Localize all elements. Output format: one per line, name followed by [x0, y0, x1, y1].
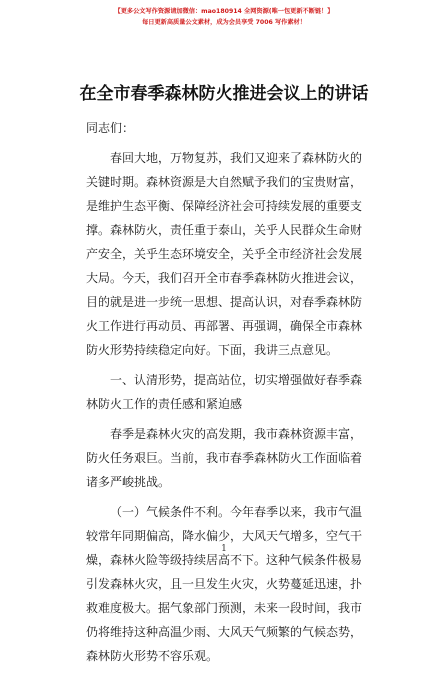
- paragraph-situation: 春季是森林火灾的高发期，我市森林资源丰富，防火任务艰巨。当前，我市春季森林防火工作面临着诸多严峻挑战。: [86, 427, 363, 489]
- paragraph-climate: （一）气候条件不利。今年春季以来，我市气温较常年同期偏高，降水偏少，大风天气增多，空气干燥，森林火险等级持续居高不下。这种气候条件极易引发森林火灾，且一旦发生火灾，火势蔓延迅速，扑救难度极大。据气象部门预测，未来一段时间，我市仍将维持这种高温少雨、大风天气频繁的气候态势，森林防火形势不容乐观。: [86, 505, 363, 663]
- promo-banner-line-2: 每日更新高质量公文素材，成为会员享受 7006 写作素材！: [142, 19, 306, 26]
- salutation: 同志们：: [86, 121, 135, 135]
- page-number: 1: [221, 544, 227, 554]
- paragraph-intro: 春回大地，万物复苏，我们又迎来了森林防火的关键时期。森林资源是大自然赋予我们的宝贵财富，是维护生态平衡、保障经济社会可持续发展的重要支撑。森林防火，责任重于泰山，关乎人民群众生命财产安全，关乎生态环境安全，关乎全市经济社会发展大局。今天，我们召开全市春季森林防火推进会议，目的就是进一步统一思想、提高认识，对春季森林防火工作进行再动员、再部署、再强调，确保全市森林防火形势持续稳定向好。下面，我讲三点意见。: [86, 151, 363, 357]
- section-heading-1: 一、认清形势，提高站位，切实增强做好春季森林防火工作的责任感和紧迫感: [86, 373, 363, 411]
- document-title: 在全市春季森林防火推进会议上的讲话: [79, 84, 369, 104]
- promo-banner-line-1: 【更多公文写作资源请加微信：mao180914 全网资源(唯一包更新不断链！】: [114, 8, 334, 15]
- document-body: [86, 116, 362, 674]
- promo-banner: [0, 6, 448, 28]
